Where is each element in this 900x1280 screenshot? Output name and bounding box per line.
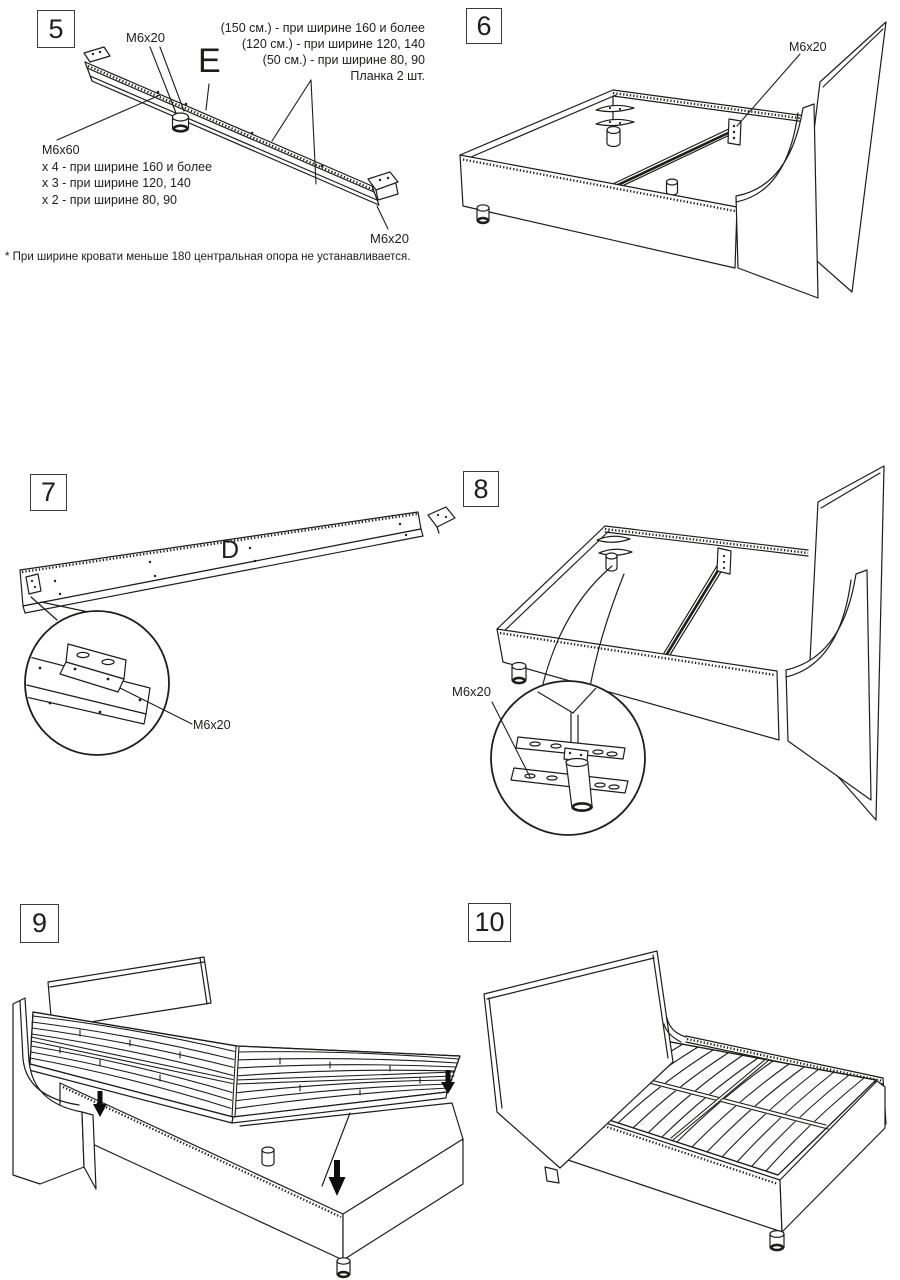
step-10-number-box bbox=[468, 903, 511, 942]
screw-size-label: M6x20 bbox=[370, 231, 410, 246]
finished-bed-diagram bbox=[470, 880, 900, 1280]
step-number: 5 bbox=[48, 13, 64, 44]
step-number: 6 bbox=[476, 10, 492, 41]
bolt-option: x 3 - при ширине 120, 140 bbox=[42, 176, 191, 190]
screw-size-label: M6x20 bbox=[789, 40, 827, 54]
bolt-option: x 4 - при ширине 160 и более bbox=[42, 159, 213, 174]
step-number: 8 bbox=[473, 473, 489, 504]
part-letter-label: E bbox=[198, 42, 221, 80]
screw-size-label: M6x20 bbox=[193, 718, 231, 732]
footnote: * При ширине кровати меньше 180 центральная опора не устанавливается. bbox=[5, 251, 411, 263]
headboard-foot bbox=[545, 1167, 559, 1183]
bolt-size-label: M6x60 bbox=[42, 143, 80, 157]
screw-size-label: M6x20 bbox=[452, 684, 492, 699]
step-number: 9 bbox=[31, 908, 48, 938]
step-number: 10 bbox=[474, 907, 505, 937]
plank-option: (150 см.) - при ширине 160 и более bbox=[220, 21, 425, 35]
plank-qty: Планка 2 шт. bbox=[350, 69, 425, 83]
plank-option: (50 см.) - при ширине 80, 90 bbox=[262, 53, 425, 67]
screw-size-label: M6x20 bbox=[126, 30, 166, 45]
step-number: 7 bbox=[40, 477, 57, 507]
bed-leg bbox=[770, 1231, 784, 1251]
bolt-option: x 2 - при ширине 80, 90 bbox=[42, 192, 177, 207]
part-letter-label: D bbox=[221, 536, 240, 564]
plank-option: (120 см.) - при ширине 120, 140 bbox=[241, 37, 425, 51]
